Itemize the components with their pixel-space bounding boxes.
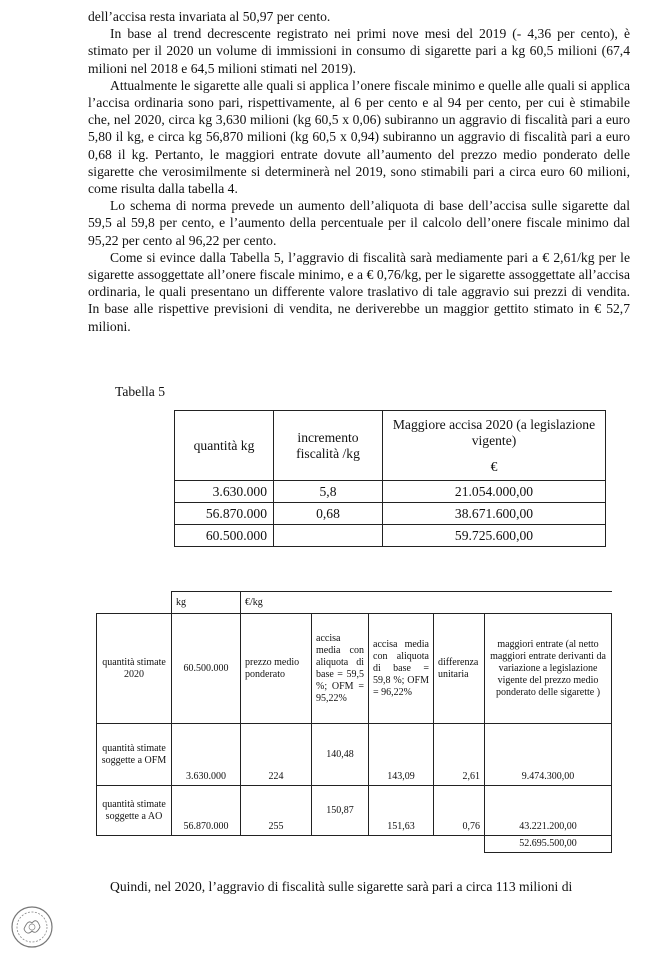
- table-cell: 0,76: [434, 786, 485, 836]
- table-cell: 3.630.000: [175, 481, 274, 503]
- table-row: [97, 614, 621, 724]
- table-cell: 43.221.200,00: [485, 786, 612, 836]
- paragraph-0: dell’accisa resta invariata al 50,97 per cento.: [88, 9, 331, 24]
- table-cell: quantità stimate soggette a OFM: [97, 724, 172, 786]
- unit-cell: kg: [172, 592, 241, 614]
- table-cell: 56.870.000: [175, 503, 274, 525]
- table-cell: quantità stimate soggette a AO: [97, 786, 172, 836]
- table-cell: 143,09: [369, 724, 434, 786]
- table-cell: 255: [241, 786, 312, 836]
- table-row: [175, 411, 606, 481]
- table-total-cell: 52.695.500,00: [485, 836, 612, 853]
- table-header-cell: [383, 411, 606, 481]
- table-header-cell: quantità stimate 2020: [97, 614, 172, 724]
- table-header-cell: incremento fiscalità /kg: [274, 411, 383, 481]
- official-seal-icon: [10, 905, 54, 949]
- table-cell: 56.870.000: [172, 786, 241, 836]
- header-unit: €: [490, 458, 498, 474]
- table-row: [175, 525, 606, 547]
- table-5: [174, 410, 606, 547]
- table-header-cell: prezzo medio ponderato: [241, 614, 312, 724]
- unit-cell: €/kg: [241, 592, 612, 614]
- table-cell: 9.474.300,00: [485, 724, 612, 786]
- paragraph-3: Lo schema di norma prevede un aumento dell’aliquota di base dell’accisa sulle sigarette dal 59,5 al 59,8 per cento, e l’aumento della percentuale per il calcolo dell’onere fiscale minimo dal 95,22 per cento al 96,22 per cento.: [88, 198, 630, 248]
- empty-cell: [97, 836, 485, 853]
- table-cell: 21.054.000,00: [383, 481, 606, 503]
- paragraph-2: Attualmente le sigarette alle quali si applica l’onere fiscale minimo e quelle alle quali si applica l’accisa ordinaria sono pari, rispettivamente, al 6 per cento e al 94 per cento, per cui è stimabile che, nel 2020, circa kg 3,630 milioni (kg 60,5 x 0,06) subiranno un aggravio di fiscalità pari a euro 5,80 il kg, e circa kg 56,870 milioni (kg 60,5 x 0,94) subiranno un aggravio di fiscalità pari a euro 0,68 il kg. Pertanto, le maggiori entrate dovute all’aumento del prezzo medio ponderato delle sigarette che verosimilmente si determinerà nel 2019, sono stimabili pari a circa euro 60 milioni, come risulta dalla tabella 4.: [88, 77, 630, 197]
- table-cell: [274, 525, 383, 547]
- table-cell: 59.725.600,00: [383, 525, 606, 547]
- header-line: Maggiore accisa 2020 (a legislazione vigente): [392, 416, 596, 448]
- table-header-cell: differenza unitaria: [434, 614, 485, 724]
- table-row: [175, 503, 606, 525]
- table-row: [175, 481, 606, 503]
- paragraph-1: In base al trend decrescente registrato nei primi nove mesi del 2019 (- 4,36 per cento), è stimato per il 2020 un volume di immissioni in consumo di sigarette pari a kg 60,5 milioni (67,4 milioni nel 2018 e 64,5 milioni stimati nel 2019).: [88, 26, 630, 76]
- empty-cell: [612, 592, 621, 614]
- paragraph-4: Come si evince dalla Tabella 5, l’aggravio di fiscalità sarà mediamente pari a € 2,61/kg per le sigarette assoggettate all’onere fiscale minimo, e a € 0,76/kg, per le sigarette assoggettate all’accisa ordinaria, le quali presentano un differente valore traslativo di tale aggravio sui prezzi di vendita. In base alle rispettive previsioni di vendita, ne deriverebbe un maggior gettito stimato in € 52,7 milioni.: [88, 249, 630, 334]
- table-row: [97, 592, 621, 614]
- table-header-cell: accisa media con aliquota di base = 59,8 %; OFM = 96,22%: [369, 614, 434, 724]
- table-5-label: Tabella 5: [115, 384, 166, 399]
- closing-paragraph: Quindi, nel 2020, l’aggravio di fiscalità sulle sigarette sarà pari a circa 113 milioni di: [110, 879, 573, 894]
- table-row: [97, 724, 621, 786]
- table-cell: 151,63: [369, 786, 434, 836]
- table-header-cell: 60.500.000: [172, 614, 241, 724]
- table-cell: 2,61: [434, 724, 485, 786]
- table-header-cell: quantità kg: [175, 411, 274, 481]
- table-cell: 5,8: [274, 481, 383, 503]
- empty-cell: [97, 592, 172, 614]
- body-text: [88, 8, 630, 335]
- table-6: [96, 591, 621, 853]
- table-row: [97, 836, 621, 853]
- table-header-cell: accisa media con aliquota di base = 59,5 %; OFM = 95,22%: [312, 614, 369, 724]
- table-row: [97, 786, 621, 836]
- table-cell: 0,68: [274, 503, 383, 525]
- table-cell: 38.671.600,00: [383, 503, 606, 525]
- table-cell: 3.630.000: [172, 724, 241, 786]
- table-cell: 60.500.000: [175, 525, 274, 547]
- table-cell: 150,87: [312, 786, 369, 836]
- table-cell: 140,48: [312, 724, 369, 786]
- table-header-cell: maggiori entrate (al netto maggiori entrate derivanti da variazione a legislazione vigente del prezzo medio ponderato delle sigarette ): [485, 614, 612, 724]
- table-cell: 224: [241, 724, 312, 786]
